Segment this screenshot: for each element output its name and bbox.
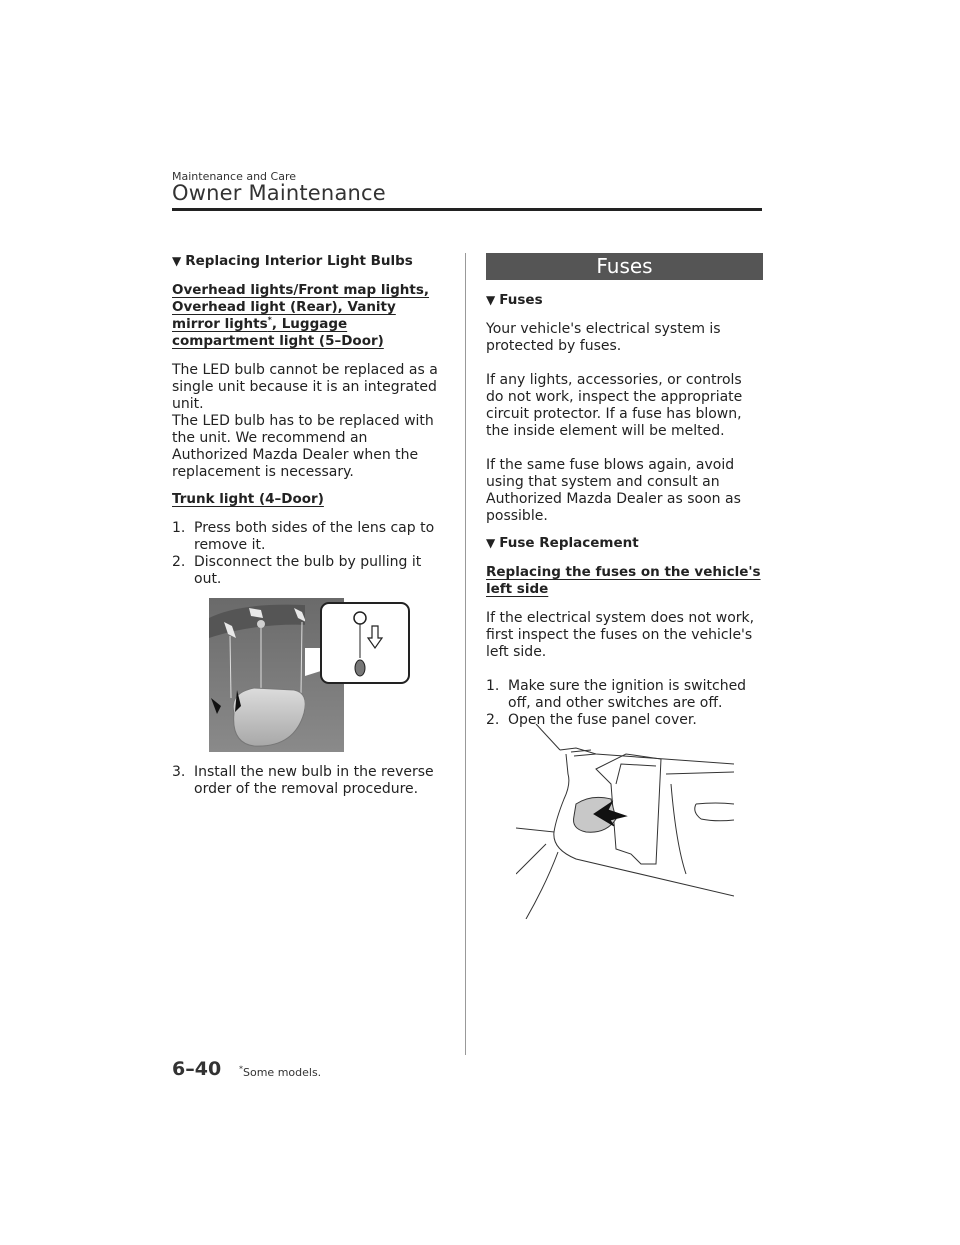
step-list: [172, 764, 442, 798]
section-banner: Fuses: [486, 253, 763, 280]
step-item: [172, 554, 442, 588]
step-text: Make sure the ignition is switched off, and other switches are off.: [508, 678, 747, 711]
paragraph: If any lights, accessories, or controls do not work, inspect the appropriate circuit protector. If a fuse has blown, the inside element will be melted.: [486, 372, 743, 439]
step-text: Install the new bulb in the reverse order of the removal procedure.: [194, 764, 434, 797]
step-number: 2.: [172, 554, 186, 570]
section-heading-text: Fuse Replacement: [499, 535, 639, 551]
paragraph: If the electrical system does not work, first inspect the fuses on the vehicle's left side.: [486, 610, 755, 660]
subheading-overhead-lights: [172, 282, 442, 350]
page-title: Owner Maintenance: [172, 181, 386, 205]
paragraph: Your vehicle's electrical system is protected by fuses.: [486, 321, 721, 354]
right-column: [486, 253, 763, 729]
triangle-icon: ▼: [486, 293, 496, 307]
paragraph: The LED bulb has to be replaced with the unit. We recommend an Authorized Mazda Dealer when the replacement is necessary.: [172, 413, 434, 480]
page-number: 6–40: [172, 1058, 222, 1080]
step-list: [486, 678, 763, 729]
header-rule: [172, 208, 762, 211]
section-heading-text: Fuses: [499, 292, 543, 308]
section-heading-text: Replacing Interior Light Bulbs: [185, 253, 413, 269]
step-text: Disconnect the bulb by pulling it out.: [194, 554, 422, 587]
step-text: Press both sides of the lens cap to remove it.: [194, 520, 435, 553]
step-item: [172, 764, 442, 798]
step-number: 1.: [172, 520, 186, 536]
step-text: Open the fuse panel cover.: [508, 712, 697, 728]
column-divider: [465, 253, 466, 1055]
subheading-text-a: Overhead lights/Front map lights, Overhead light (Rear), Vanity mirror lights: [172, 282, 430, 332]
step-number: 1.: [486, 678, 500, 694]
left-column: [172, 253, 442, 588]
paragraph: If the same fuse blows again, avoid using that system and consult an Authorized Mazda Dealer as soon as possible.: [486, 457, 741, 524]
paragraph: The LED bulb cannot be replaced as a single unit because it is an integrated unit.: [172, 362, 438, 412]
subheading-left-side-fuses: Replacing the fuses on the vehicle's left side: [486, 564, 761, 597]
subheading-trunk-light: Trunk light (4–Door): [172, 491, 324, 507]
section-heading: [486, 292, 763, 309]
section-heading: [486, 535, 763, 552]
step-number: 3.: [172, 764, 186, 780]
fuse-panel-illustration: [516, 724, 734, 919]
footnote: [239, 1066, 321, 1079]
step-item: [172, 520, 442, 554]
triangle-icon: ▼: [486, 536, 496, 550]
chapter-label: Maintenance and Care: [172, 170, 296, 183]
step-list: [172, 520, 442, 588]
lens-cap-illustration: [209, 598, 412, 752]
step-item: [172, 764, 442, 798]
footnote-text: Some models.: [243, 1066, 322, 1079]
some-models-mark: *: [267, 315, 272, 325]
step-item: [486, 678, 763, 712]
section-heading: [172, 253, 442, 270]
subheading-text-b: , Luggage compartment light (5–Door): [172, 316, 384, 349]
step-number: 2.: [486, 712, 500, 728]
triangle-icon: ▼: [172, 254, 182, 268]
footnote-mark: *: [239, 1064, 243, 1074]
